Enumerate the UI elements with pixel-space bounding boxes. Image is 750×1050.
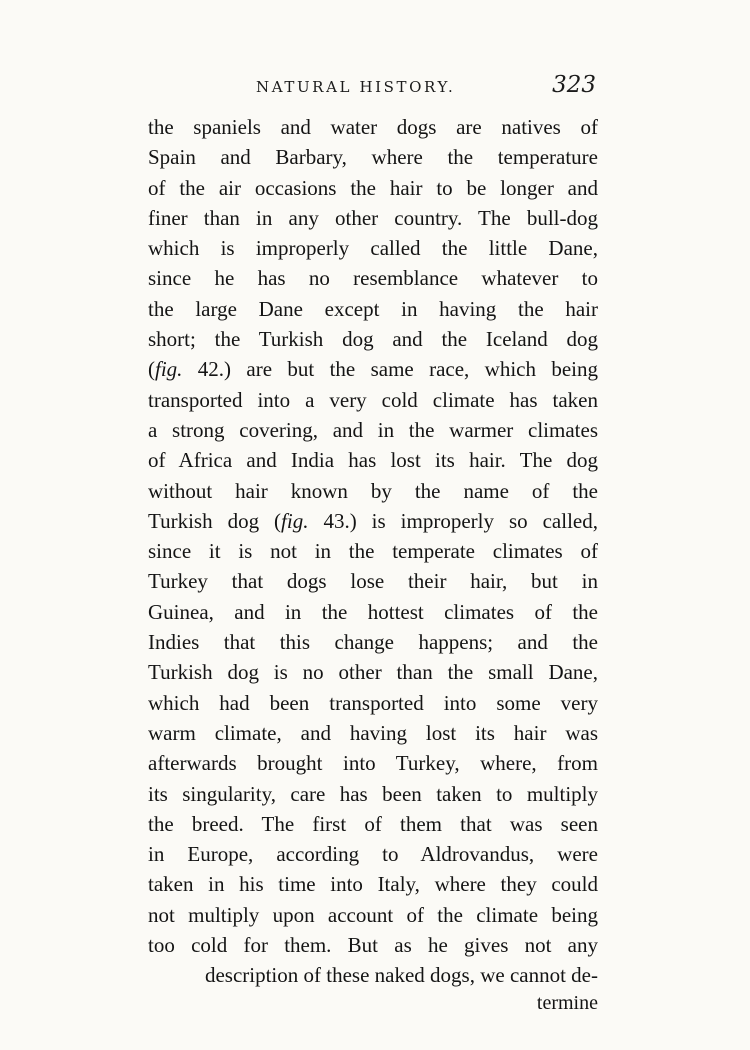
text-line: of Africa and India has lost its hair. The dog bbox=[148, 448, 598, 473]
catchword: termine bbox=[536, 992, 598, 1014]
text-line: transported into a very cold climate has taken bbox=[148, 387, 598, 412]
text-line: afterwards brought into Turkey, where, from bbox=[148, 751, 598, 776]
page-number: 323 bbox=[552, 72, 596, 98]
text-line: its singularity, care has been taken to multiply bbox=[148, 781, 598, 806]
running-title: NATURAL HISTORY. bbox=[256, 78, 456, 96]
text-line: the breed. The first of them that was seen bbox=[148, 811, 598, 836]
text-line: (fig. 42.) are but the same race, which being bbox=[148, 357, 598, 382]
text-line: warm climate, and having lost its hair was bbox=[148, 720, 598, 745]
text-line: since he has no resemblance whatever to bbox=[148, 266, 598, 291]
text-line: which is improperly called the little Dane, bbox=[148, 236, 598, 261]
text-line: the spaniels and water dogs are natives of bbox=[148, 115, 598, 139]
text-line: in Europe, according to Aldrovandus, were bbox=[148, 842, 598, 867]
text-line: of the air occasions the hair to be longer and bbox=[148, 175, 598, 200]
text-line: the large Dane except in having the hair bbox=[148, 296, 598, 321]
text-line: Turkey that dogs lose their hair, but in bbox=[148, 569, 598, 594]
running-head bbox=[256, 72, 596, 102]
text-line: Turkish dog is no other than the small Dane, bbox=[148, 660, 598, 685]
figure-reference: fig. bbox=[281, 508, 309, 533]
text-line: Indies that this change happens; and the bbox=[148, 630, 598, 655]
text-line: taken in his time into Italy, where they could bbox=[148, 872, 598, 897]
text-line: which had been transported into some very bbox=[148, 690, 598, 715]
text-line: short; the Turkish dog and the Iceland dog bbox=[148, 327, 598, 352]
text-line: Turkish dog (fig. 43.) is improperly so called, bbox=[148, 508, 598, 533]
text-line: too cold for them. But as he gives not any bbox=[148, 933, 598, 958]
text-line: not multiply upon account of the climate being bbox=[148, 902, 598, 927]
text-line: description of these naked dogs, we cannot de- bbox=[204, 963, 598, 988]
text-line: without hair known by the name of the bbox=[148, 478, 598, 503]
text-line: finer than in any other country. The bull-dog bbox=[148, 205, 598, 230]
body-text bbox=[148, 112, 598, 991]
text-line: since it is not in the temperate climates of bbox=[148, 539, 598, 564]
figure-reference: fig. bbox=[155, 357, 183, 382]
text-line: Guinea, and in the hottest climates of the bbox=[148, 599, 598, 624]
text-line: Spain and Barbary, where the temperature bbox=[148, 145, 598, 170]
text-line: a strong covering, and in the warmer climates bbox=[148, 417, 598, 442]
